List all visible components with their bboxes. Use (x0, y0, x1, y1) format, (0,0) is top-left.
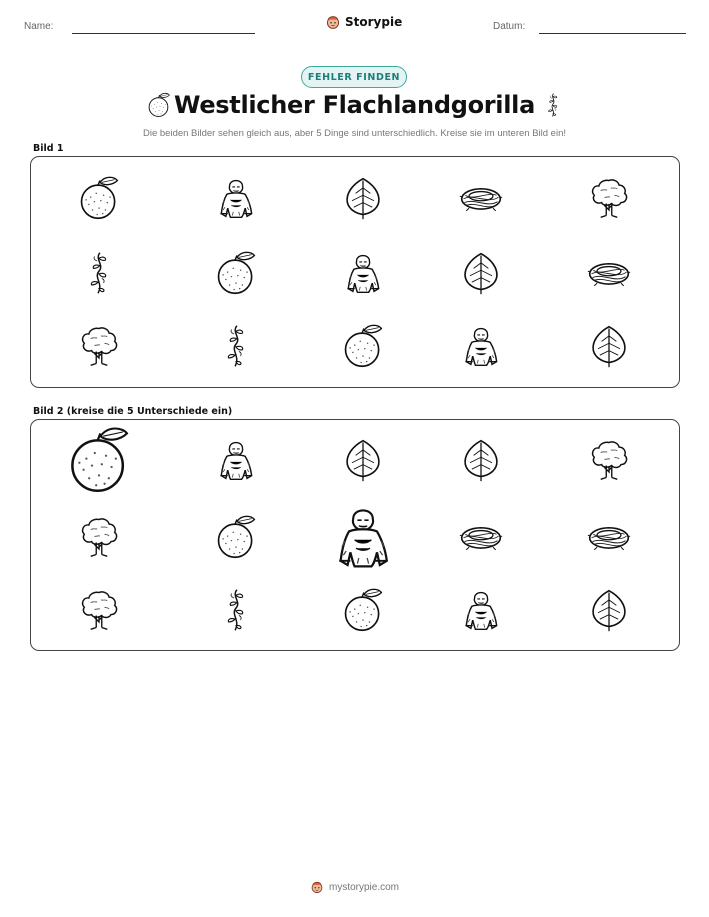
tree-icon (76, 587, 122, 633)
footer-url: mystorypie.com (328, 881, 399, 893)
footer (0, 880, 709, 894)
picture1-vine-icon[interactable] (213, 323, 259, 369)
gorilla-icon (458, 323, 504, 369)
gorilla-icon (213, 437, 259, 483)
picture2-gorilla-icon[interactable] (213, 437, 259, 483)
brand-logo (325, 14, 402, 30)
picture1-vine-icon[interactable] (76, 250, 122, 296)
picture1-orange-icon[interactable] (213, 250, 259, 296)
picture2-label: Bild 2 (kreise die 5 Unterschiede ein) (33, 406, 233, 417)
picture1-gorilla-icon[interactable] (458, 323, 504, 369)
tree-icon (586, 175, 632, 221)
picture2-tree-icon[interactable] (586, 437, 632, 483)
gorilla-icon (458, 587, 504, 633)
date-line (539, 33, 686, 34)
picture1-nest-icon[interactable] (586, 250, 632, 296)
leaf-icon (340, 437, 386, 483)
picture2-leaf-icon[interactable] (586, 587, 632, 633)
picture2-nest-icon[interactable] (586, 514, 632, 560)
orange-icon (213, 250, 259, 296)
nest-icon (458, 514, 504, 560)
tree-icon (586, 437, 632, 483)
picture1-label: Bild 1 (33, 143, 64, 154)
picture1-tree-icon[interactable] (76, 323, 122, 369)
gorilla-icon (340, 250, 386, 296)
picture2-gorilla-icon[interactable] (458, 587, 504, 633)
picture2-orange-icon[interactable] (64, 425, 134, 495)
picture2-orange-icon[interactable] (213, 514, 259, 560)
orange-icon (76, 175, 122, 221)
storypie-mascot-icon (310, 880, 324, 894)
vine-icon (76, 250, 122, 296)
storypie-mascot-icon (325, 14, 341, 30)
picture2-tree-icon[interactable] (76, 514, 122, 560)
orange-icon (213, 514, 259, 560)
picture1-orange-icon[interactable] (76, 175, 122, 221)
leaf-icon (340, 175, 386, 221)
picture1-gorilla-icon[interactable] (340, 250, 386, 296)
picture1-leaf-icon[interactable] (340, 175, 386, 221)
picture1-leaf-icon[interactable] (586, 323, 632, 369)
picture2-leaf-icon[interactable] (340, 437, 386, 483)
gorilla-icon (328, 502, 398, 572)
leaf-icon (586, 587, 632, 633)
nest-icon (458, 175, 504, 221)
name-label: Name: (24, 21, 54, 32)
instructions: Die beiden Bilder sehen gleich aus, aber 5 Dinge sind unterschiedlich. Kreise sie im unteren Bild ein! (143, 128, 566, 139)
name-line (72, 33, 255, 34)
picture2-leaf-icon[interactable] (458, 437, 504, 483)
picture1-tree-icon[interactable] (586, 175, 632, 221)
leaf-icon (458, 437, 504, 483)
brand-name: Storypie (345, 15, 403, 29)
vine-icon (213, 587, 259, 633)
tree-icon (76, 514, 122, 560)
picture2-orange-icon[interactable] (340, 587, 386, 633)
vine-icon (213, 323, 259, 369)
picture1-orange-icon[interactable] (340, 323, 386, 369)
nest-icon (586, 250, 632, 296)
page-title: Westlicher Flachlandgorilla (174, 91, 535, 119)
picture2-tree-icon[interactable] (76, 587, 122, 633)
gorilla-icon (213, 175, 259, 221)
activity-badge: FEHLER FINDEN (301, 66, 407, 88)
orange-icon (64, 425, 134, 495)
picture2-vine-icon[interactable] (213, 587, 259, 633)
date-label: Datum: (493, 21, 526, 32)
leaf-icon (586, 323, 632, 369)
picture1-leaf-icon[interactable] (458, 250, 504, 296)
orange-icon (340, 323, 386, 369)
picture1-gorilla-icon[interactable] (213, 175, 259, 221)
tree-icon (76, 323, 122, 369)
picture2-nest-icon[interactable] (458, 514, 504, 560)
picture2-gorilla-icon[interactable] (328, 502, 398, 572)
vine-icon (540, 90, 566, 120)
leaf-icon (458, 250, 504, 296)
nest-icon (586, 514, 632, 560)
picture1-nest-icon[interactable] (458, 175, 504, 221)
orange-icon (340, 587, 386, 633)
